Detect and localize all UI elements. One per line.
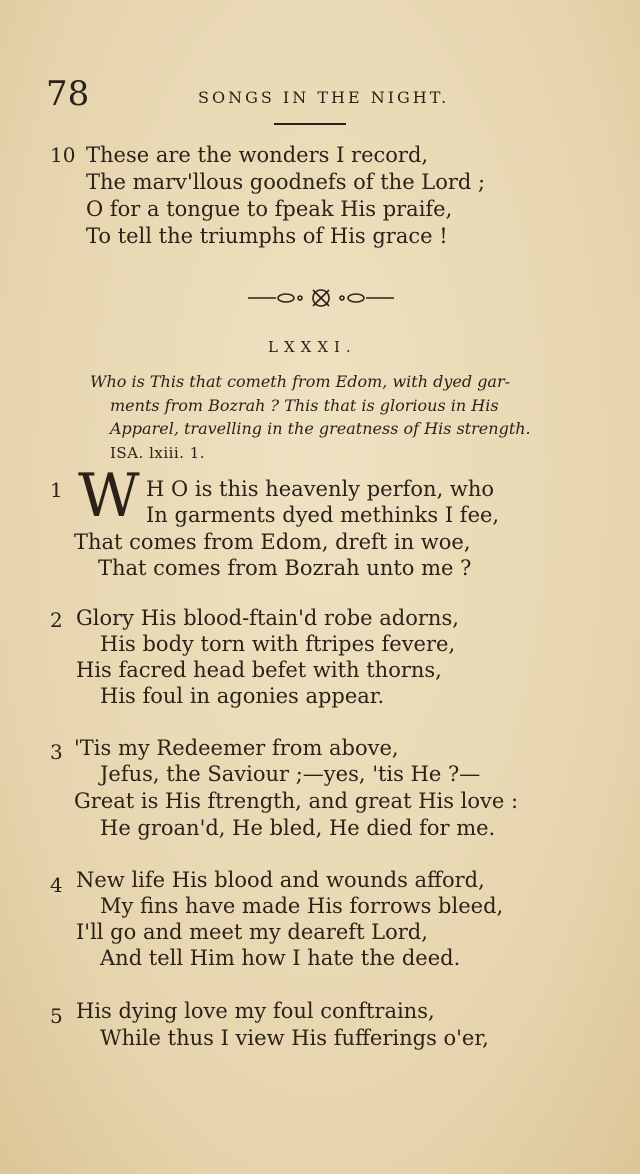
verse-line: Glory His blood-ftain'd robe adorns, — [76, 606, 459, 630]
verse-line: In garments dyed methinks I fee, — [146, 503, 500, 527]
verse-line: While thus I view His fufferings o'er, — [100, 1026, 489, 1050]
stanza-number: 10 — [50, 143, 76, 167]
verse-line: H O is this heavenly perfon, who — [146, 477, 495, 501]
verse-line: To tell the triumphs of His grace ! — [86, 224, 448, 248]
hymn-number: LXXXI. — [268, 338, 357, 356]
verse-line: 'Tis my Redeemer from above, — [74, 736, 399, 760]
verse-line: His facred head befet with thorns, — [76, 658, 442, 682]
verse-line: These are the wonders I record, — [86, 143, 429, 167]
verse-line: My fins have made His forrows bleed, — [100, 894, 504, 918]
verse-line: That comes from Bozrah unto me ? — [98, 556, 472, 580]
verse-line: He groan'd, He bled, He died for me. — [100, 816, 496, 840]
stanza-number: 4 — [50, 873, 63, 897]
verse-line: Jefus, the Saviour ;—yes, 'tis He ?— — [100, 762, 481, 786]
verse-line: His foul in agonies appear. — [100, 684, 385, 708]
verse-line: His dying love my foul conftrains, — [76, 999, 435, 1023]
verse-line: Great is His ftrength, and great His love : — [74, 789, 519, 813]
page-number: 78 — [46, 74, 90, 114]
verse-line: The marv'llous goodnefs of the Lord ; — [86, 170, 486, 194]
scripture-reference: ISA. lxiii. 1. — [110, 444, 206, 462]
stanza-number: 3 — [50, 740, 63, 764]
verse-line: O for a tongue to fpeak His praife, — [86, 197, 453, 221]
verse-line: His body torn with ftripes fevere, — [100, 632, 456, 656]
ornament-divider-icon — [246, 284, 396, 312]
verse-line: I'll go and meet my deareft Lord, — [76, 920, 428, 944]
running-head: SONGS IN THE NIGHT. — [198, 88, 450, 107]
verse-line: And tell Him how I hate the deed. — [100, 946, 461, 970]
epigraph-line: Who is This that cometh from Edom, with dyed gar- — [90, 372, 511, 391]
drop-cap: W — [78, 461, 140, 531]
stanza-number: 2 — [50, 608, 63, 632]
verse-line: New life His blood and wounds afford, — [76, 868, 485, 892]
header-rule — [274, 123, 346, 125]
stanza-number: 5 — [50, 1004, 63, 1028]
epigraph-line: ments from Bozrah ? This that is glorious in His — [110, 396, 499, 415]
stanza-number: 1 — [50, 478, 63, 502]
epigraph-line: Apparel, travelling in the greatness of His strength. — [110, 419, 531, 438]
verse-line: That comes from Edom, dreft in woe, — [74, 530, 471, 554]
